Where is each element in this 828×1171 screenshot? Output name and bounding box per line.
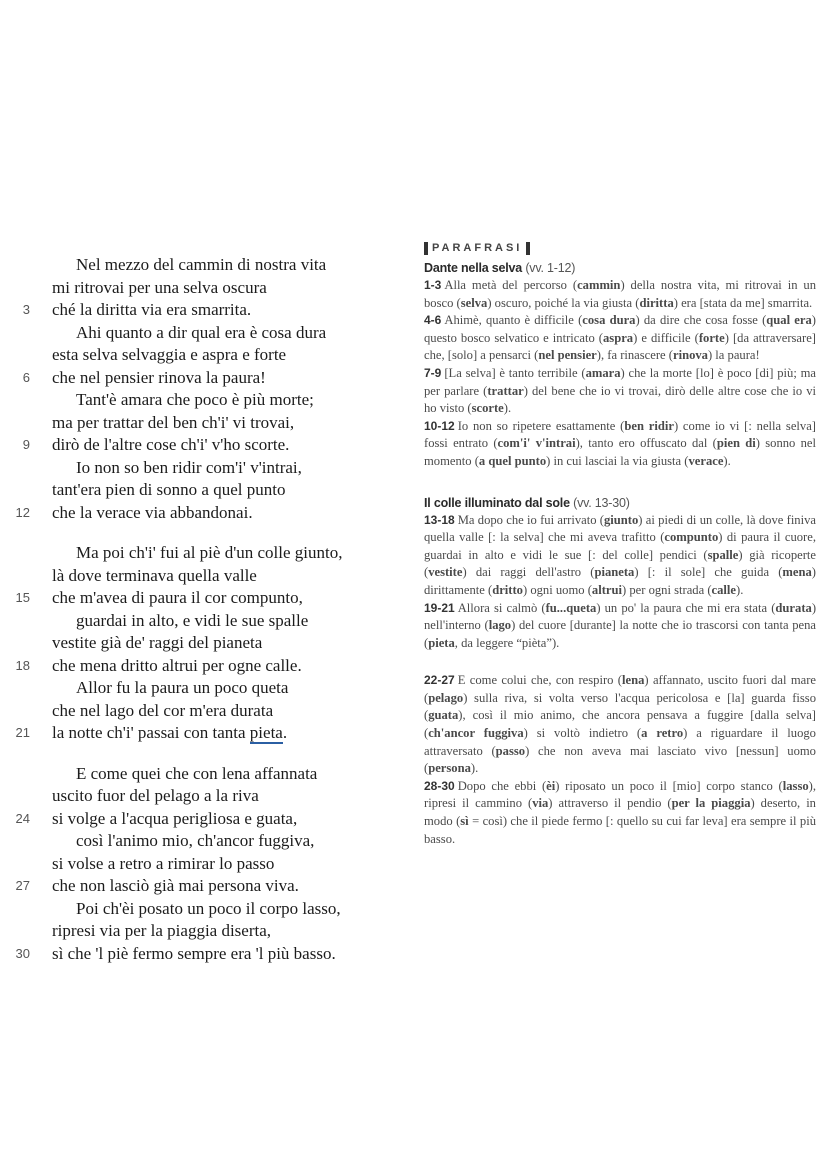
verse-number: 24 bbox=[15, 810, 30, 826]
verse-line bbox=[0, 389, 400, 412]
verse-number: 9 bbox=[22, 437, 30, 452]
verse-number: 15 bbox=[15, 590, 30, 605]
verse-number: 27 bbox=[15, 878, 30, 893]
entry-text: Ahimè, quanto è difficile (cosa dura) da dire che cosa fosse (qual era) questo bosco selvatico e intricato (aspra) e difficile (forte) [da attraversare] che, [solo] a pensarci (nel pensier), fa rinascere (rinova) la paura! bbox=[424, 313, 817, 363]
header-bar-left bbox=[424, 242, 428, 255]
verse-line bbox=[0, 322, 400, 345]
verse-text: uscito fuor del pelago a la riva bbox=[52, 786, 259, 805]
verse-line bbox=[0, 565, 400, 588]
verse-number: 30 bbox=[15, 945, 30, 961]
parafrasi-column bbox=[424, 240, 816, 848]
verse-line bbox=[0, 434, 400, 457]
poem-stanza bbox=[0, 254, 400, 524]
verse-number: 18 bbox=[15, 657, 30, 673]
entry-text: Io non so ripetere esattamente (ben ridir) come io vi [: nella selva] fossi entrato (com'i' v'intrai), tanto ero offuscato dal (pien di) sonno nel momento (a quel punto) in cui lasciai la via giusta (verace). bbox=[424, 418, 817, 468]
verse-number: 6 bbox=[22, 369, 30, 385]
verse-text: si volse a retro a rimirar lo passo bbox=[52, 853, 275, 873]
verse-line bbox=[0, 367, 400, 390]
parafrasi-entry bbox=[424, 512, 816, 600]
verse-line bbox=[0, 655, 400, 678]
parafrasi-entry bbox=[424, 312, 816, 365]
entry-text: Ma dopo che io fui arrivato (giunto) ai piedi di un colle, là dove finiva quella valle [: la selva] che mi aveva trafitto (compunto) di paura il cuore, guardai in alto e vidi le sue [: del colle] pendici (spalle) già ricoperte (vestite) dai raggi dell'astro (pianeta) [: il sole] che guida (mena) dirittamente (dritto) ogni uomo (altrui) per ogni strada (calle). bbox=[424, 512, 816, 597]
verse-range: 7-9 bbox=[424, 365, 442, 380]
header-bar-right bbox=[526, 242, 530, 255]
verse-range: 13-18 bbox=[424, 512, 455, 527]
section-title: Il colle illuminato dal sole (vv. 13-30) bbox=[424, 495, 630, 510]
verse-text: che m'avea di paura il cor compunto, bbox=[52, 588, 303, 607]
verse-text: così l'animo mio, ch'ancor fuggiva, bbox=[76, 831, 315, 850]
verse-line bbox=[0, 722, 400, 745]
entry-text: Alla metà del percorso (cammin) della nostra vita, mi ritrovai in un bosco (selva) oscuro, poiché la via giusta (diritta) era [stata da me] smarrita. bbox=[424, 278, 816, 310]
verse-text: Poi ch'èi posato un poco il corpo lasso, bbox=[76, 898, 341, 918]
parafrasi-entry bbox=[424, 277, 816, 312]
verse-number: 21 bbox=[15, 725, 30, 740]
verse-text: Tant'è amara che poco è più morte; bbox=[76, 390, 314, 409]
verse-line bbox=[0, 875, 400, 898]
entry-text: [La selva] è tanto terribile (amara) che la morte [lo] è poco [di] più; ma per parlare (trattar) del bene che io vi trovai, dirò delle altre cose che io vi ho visto (scorte). bbox=[424, 365, 817, 416]
poem-stanza bbox=[0, 763, 400, 966]
entry-text: Dopo che ebbi (èi) riposato un poco il [mio] corpo stanco (lasso), ripresi il cammino (via) attraverso il pendio (per la piaggia) deserto, in modo (sì = così) che il piede fermo [: quello su cui far leva] era sempre il più basso. bbox=[424, 778, 817, 846]
verse-line bbox=[0, 299, 400, 322]
verse-text: ma per trattar del ben ch'i' vi trovai, bbox=[52, 412, 295, 432]
verse-text: tant'era pien di sonno a quel punto bbox=[52, 480, 286, 499]
verse-line bbox=[0, 412, 400, 435]
parafrasi-sections bbox=[424, 260, 816, 848]
verse-text: che la verace via abbandonai. bbox=[52, 502, 253, 522]
parafrasi-header bbox=[424, 240, 816, 256]
verse-text: guardai in alto, e vidi le sue spalle bbox=[76, 610, 309, 630]
verse-range: 22-27 bbox=[424, 673, 455, 688]
verse-range: 28-30 bbox=[424, 778, 455, 793]
verse-text: sì che 'l piè fermo sempre era 'l più basso. bbox=[52, 943, 336, 963]
verse-line bbox=[0, 479, 400, 502]
verse-line bbox=[0, 457, 400, 480]
verse-text: che nel pensier rinova la paura! bbox=[52, 367, 266, 387]
entry-text: Allora si calmò (fu...queta) un po' la paura che mi era stata (durata) nell'interno (lago) del cuore [durante] la notte che io trascorsi con tanta pena (pieta, da leggere “pièta”). bbox=[424, 600, 817, 650]
verse-text: là dove terminava quella valle bbox=[52, 565, 257, 585]
poem-stanza bbox=[0, 542, 400, 745]
underlined-word: pieta bbox=[249, 723, 283, 742]
verse-line bbox=[0, 677, 400, 700]
verse-range: 10-12 bbox=[424, 418, 455, 433]
verse-text: mi ritrovai per una selva oscura bbox=[52, 277, 267, 297]
verse-text: si volge a l'acqua perigliosa e guata, bbox=[52, 808, 298, 828]
verse-text: che mena dritto altrui per ogne calle. bbox=[52, 655, 302, 675]
verse-line bbox=[0, 542, 400, 565]
verse-line bbox=[0, 853, 400, 876]
verse-line bbox=[0, 763, 400, 786]
verse-line bbox=[0, 587, 400, 610]
verse-text: esta selva selvaggia e aspra e forte bbox=[52, 345, 287, 364]
verse-number: 12 bbox=[15, 504, 30, 520]
verse-text: Allor fu la paura un poco queta bbox=[76, 678, 289, 697]
verse-range: 1-3 bbox=[424, 278, 442, 292]
verse-text: Ma poi ch'i' fui al piè d'un colle giunto, bbox=[76, 543, 343, 562]
parafrasi-entry bbox=[424, 418, 816, 471]
parafrasi-entry bbox=[424, 672, 816, 778]
verse-text: dirò de l'altre cose ch'i' v'ho scorte. bbox=[52, 435, 290, 454]
verse-text: E come quei che con lena affannata bbox=[76, 763, 318, 783]
verse-line bbox=[0, 610, 400, 633]
verse-range: 4-6 bbox=[424, 313, 442, 328]
verse-line bbox=[0, 254, 400, 277]
verse-range: 19-21 bbox=[424, 600, 455, 615]
parafrasi-entry bbox=[424, 778, 816, 848]
verse-line bbox=[0, 700, 400, 723]
verse-text: vestite già de' raggi del pianeta bbox=[52, 633, 263, 652]
verse-text: che non lasciò già mai persona viva. bbox=[52, 876, 299, 895]
verse-line bbox=[0, 898, 400, 921]
verse-text: Io non so ben ridir com'i' v'intrai, bbox=[76, 457, 302, 477]
verse-number: 3 bbox=[22, 302, 30, 317]
verse-line bbox=[0, 920, 400, 943]
verse-text: la notte ch'i' passai con tanta pieta. bbox=[52, 723, 288, 742]
verse-text: che nel lago del cor m'era durata bbox=[52, 700, 274, 720]
section-title: Dante nella selva (vv. 1-12) bbox=[424, 261, 576, 275]
verse-line bbox=[0, 808, 400, 831]
verse-text: Nel mezzo del cammin di nostra vita bbox=[76, 255, 327, 274]
entry-text: E come colui che, con respiro (lena) affannato, uscito fuori dal mare (pelago) sulla riva, si volta verso l'acqua pericolosa e [la] guarda fisso (guata), così il mio animo, che ancora pensava a fuggire [dalla selva] (ch'ancor fuggiva) si voltò indietro (a retro) a riguardare il luogo attraversato (passo) che non aveva mai lasciato vivo [nessun] uomo (persona). bbox=[424, 673, 816, 776]
verse-text: Ahi quanto a dir qual era è cosa dura bbox=[76, 322, 327, 342]
verse-line bbox=[0, 943, 400, 966]
verse-line bbox=[0, 830, 400, 853]
verse-line bbox=[0, 785, 400, 808]
poem-column bbox=[0, 254, 400, 965]
parafrasi-entry bbox=[424, 365, 816, 418]
verse-text: ché la diritta via era smarrita. bbox=[52, 300, 252, 319]
verse-text: ripresi via per la piaggia diserta, bbox=[52, 921, 272, 940]
verse-line bbox=[0, 632, 400, 655]
parafrasi-heading: PARAFRASI bbox=[432, 242, 523, 254]
verse-line bbox=[0, 277, 400, 300]
verse-line bbox=[0, 502, 400, 525]
verse-line bbox=[0, 344, 400, 367]
parafrasi-entry bbox=[424, 600, 816, 653]
